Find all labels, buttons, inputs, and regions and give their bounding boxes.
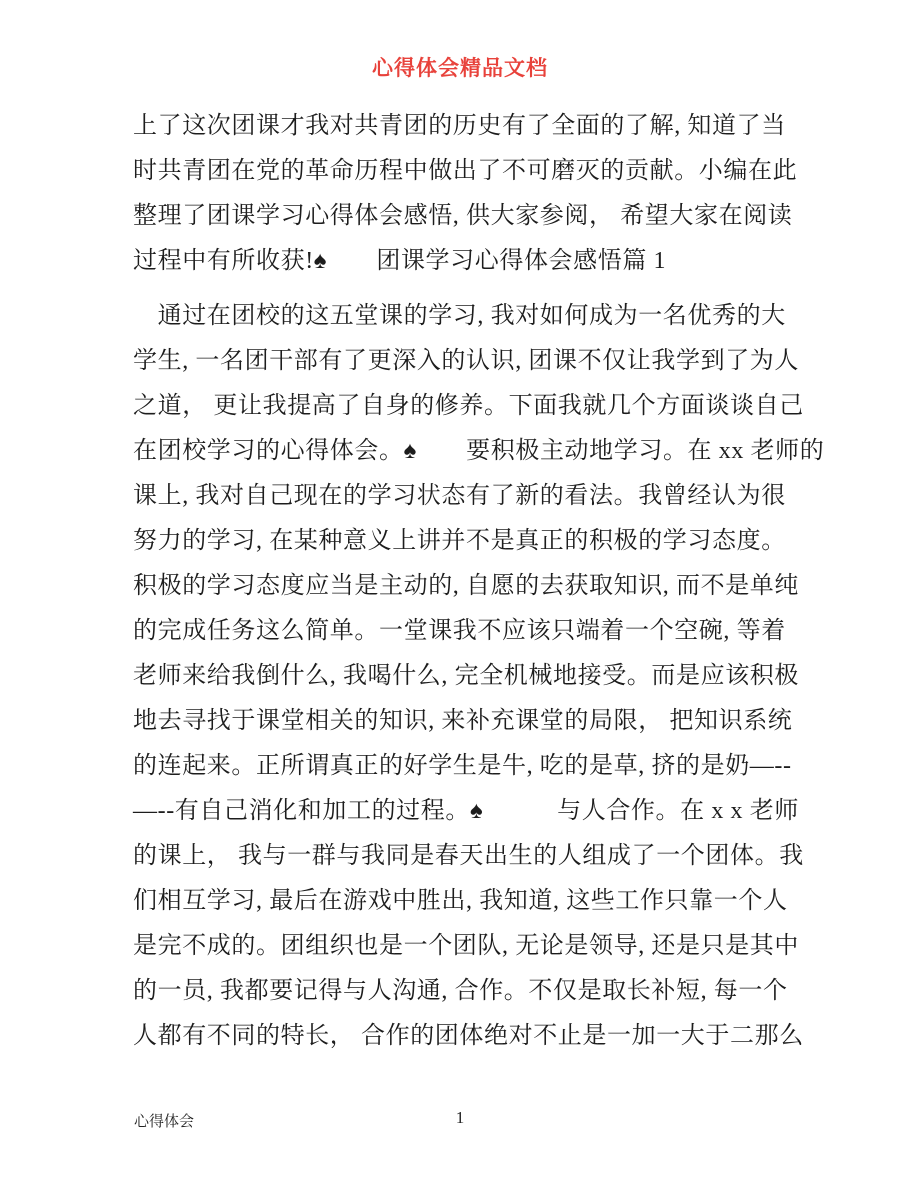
text-line: 是完不成的。团组织也是一个团队, 无论是领导, 还是只是其中 xyxy=(133,933,799,959)
text-line: 课上, 我对自己现在的学习状态有了新的看法。我曾经认为很 xyxy=(133,483,786,509)
text-line: 的连起来。正所谓真正的好学生是牛, 吃的是草, 挤的是奶—-- xyxy=(133,753,792,779)
paragraph-intro xyxy=(133,104,798,284)
text-line: 们相互学习, 最后在游戏中胜出, 我知道, 这些工作只靠一个人 xyxy=(133,888,788,914)
text-line: 的一员, 我都要记得与人沟通, 合作。不仅是取长补短, 每一个 xyxy=(133,978,788,1004)
text-line: 过程中有所收获!♠ 团课学习心得体会感悟篇 1 xyxy=(133,248,667,274)
text-line: 人都有不同的特长， 合作的团体绝对不止是一加一大于二那么 xyxy=(133,1023,804,1049)
text-line: 在团校学习的心得体会。♠ 要积极主动地学习。在 xx 老师的 xyxy=(133,438,825,464)
text-line: 努力的学习, 在某种意义上讲并不是真正的积极的学习态度。 xyxy=(133,528,786,554)
text-line: 时共青团在党的革命历程中做出了不可磨灭的贡献。小编在此 xyxy=(133,158,798,184)
text-line: —--有自己消化和加工的过程。♠ 与人合作。在 x x 老师 xyxy=(133,798,799,824)
text-line: 之道， 更让我提高了自身的修养。下面我就几个方面谈谈自己 xyxy=(133,393,804,419)
document-header-title: 心得体会精品文档 xyxy=(372,56,548,80)
text-line: 积极的学习态度应当是主动的, 自愿的去获取知识, 而不是单纯 xyxy=(133,573,799,599)
footer-page-number: 1 xyxy=(455,1108,465,1127)
text-line: 老师来给我倒什么, 我喝什么, 完全机械地接受。而是应该积极 xyxy=(133,663,799,689)
text-line: 通过在团校的这五堂课的学习, 我对如何成为一名优秀的大 xyxy=(133,303,786,329)
paragraph-main xyxy=(133,294,825,1059)
text-line: 整理了团课学习心得体会感悟, 供大家参阅， 希望大家在阅读 xyxy=(133,203,793,229)
text-line: 上了这次团课才我对共青团的历史有了全面的了解, 知道了当 xyxy=(133,113,786,139)
text-line: 的完成任务这么简单。一堂课我不应该只端着一个空碗, 等着 xyxy=(133,618,786,644)
text-line: 的课上， 我与一群与我同是春天出生的人组成了一个团体。我 xyxy=(133,843,804,869)
text-line: 学生, 一名团干部有了更深入的认识, 团课不仅让我学到了为人 xyxy=(133,348,799,374)
text-line: 地去寻找于课堂相关的知识, 来补充课堂的局限， 把知识系统 xyxy=(133,708,793,734)
footer-document-label: 心得体会 xyxy=(134,1114,195,1130)
document-body xyxy=(133,104,825,1059)
